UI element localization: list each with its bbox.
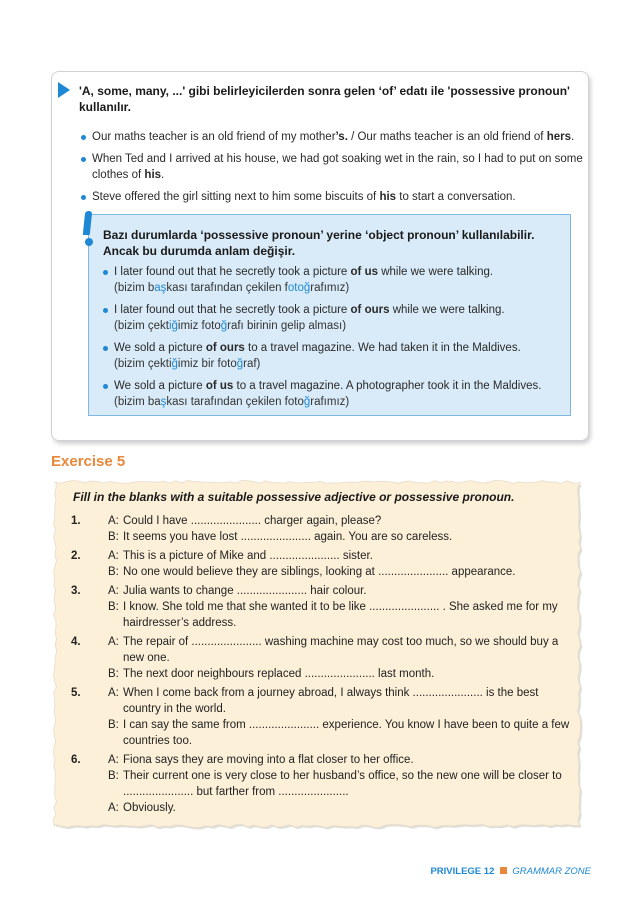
item-number: 4.: [71, 636, 81, 648]
text-run: imiz foto: [177, 320, 221, 332]
bold-text: of ours: [205, 342, 245, 354]
item-number: 2.: [71, 550, 81, 562]
text-run: rafı birinin gelip alması): [227, 320, 347, 332]
exercise-items: [71, 513, 571, 819]
orange-square-icon: [500, 867, 507, 874]
text-run: kası tarafından çekilen foto: [166, 396, 304, 408]
example-item: [80, 151, 585, 183]
exclamation-icon: [81, 211, 95, 247]
dialogue-text: This is a picture of Mike and ...................... sister.: [123, 550, 373, 562]
dialogue-line: [88, 685, 571, 717]
highlight-text: aş: [154, 282, 167, 294]
text-run: I later found out that he secretly took a picture: [114, 304, 351, 316]
note-example-item: [102, 378, 562, 410]
text-run: (bizim ba: [114, 396, 161, 408]
turkish-translation: [114, 280, 562, 296]
speaker-label: A:: [108, 687, 119, 699]
speaker-label: B:: [108, 668, 119, 680]
dialogue-text: Could I have ...................... charger again, please?: [123, 515, 382, 527]
note-example-item: [102, 264, 562, 296]
speaker-label: A:: [108, 636, 119, 648]
bold-text: of ours: [350, 304, 390, 316]
dialogue-text: No one would believe they are siblings, looking at ...................... appearance.: [123, 566, 516, 578]
highlight-text: ğ: [220, 320, 228, 332]
speaker-label: B:: [108, 531, 119, 543]
item-number: 1.: [71, 515, 81, 527]
dialogue-line: [88, 666, 571, 682]
text-run: imiz bir foto: [177, 358, 237, 370]
dialogue-line: [88, 599, 571, 631]
exercise-item: [71, 634, 571, 682]
text-run: I later found out that he secretly took a picture: [114, 266, 351, 278]
text-run: kası tarafından çekilen f: [166, 282, 288, 294]
text-run: rafımız): [310, 282, 350, 294]
note-example-item: [102, 340, 562, 372]
highlight-text: iğ: [168, 320, 178, 332]
example-item: [80, 129, 585, 145]
text-run: We sold a picture: [114, 342, 206, 354]
exercise-item: [71, 583, 571, 631]
dialogue-line: [88, 564, 571, 580]
exercise-instruction: Fill in the blanks with a suitable possessive adjective or possessive pronoun.: [73, 490, 515, 504]
exercise-item: [71, 548, 571, 580]
dialogue-line: [88, 752, 571, 768]
highlight-text: ğ: [303, 396, 311, 408]
text-run: (bizim çekt: [114, 320, 169, 332]
note-box: [88, 214, 571, 416]
speaker-label: B:: [108, 566, 119, 578]
exercise-heading: Exercise 5: [51, 453, 126, 470]
dialogue-text: It seems you have lost ...................... again. You are so careless.: [123, 531, 453, 543]
exercise-item: [71, 685, 571, 749]
example-item: [80, 189, 585, 205]
speaker-label: B:: [108, 770, 119, 782]
note-example-list: [102, 264, 562, 416]
text-run: to start a conversation.: [396, 191, 516, 203]
speaker-label: B:: [108, 719, 119, 731]
turkish-translation: [114, 394, 562, 410]
item-number: 5.: [71, 687, 81, 699]
example-list: [80, 129, 585, 211]
speaker-label: A:: [108, 550, 119, 562]
note-example-item: [102, 302, 562, 334]
play-arrow-icon: [58, 82, 70, 98]
text-run: We sold a picture: [114, 380, 206, 392]
text-run: When Ted and I arrived at his house, we had got soaking wet in the rain, so I had to put on some clothes of: [92, 153, 583, 181]
highlight-text: ş: [160, 396, 167, 408]
footer-brand: PRIVILEGE 12: [430, 866, 495, 877]
dialogue-text: Their current one is very close to her husband’s office, so the new one will be closer to ...................... but farther from ......................: [123, 770, 562, 798]
item-number: 3.: [71, 585, 81, 597]
bold-text: his: [144, 169, 162, 181]
dialogue-text: Julia wants to change ...................... hair colour.: [123, 585, 367, 597]
text-run: to a travel magazine. We had taken it in the Maldives.: [244, 342, 521, 354]
bold-text: of us: [205, 380, 234, 392]
dialogue-text: I can say the same from ...................... experience. You know I have been to quite a few countries too.: [123, 719, 570, 747]
highlight-text: ğ: [171, 358, 178, 370]
text-run: (bizim b: [114, 282, 155, 294]
dialogue-text: Fiona says they are moving into a flat closer to her office.: [123, 754, 414, 766]
bold-text: his: [379, 191, 397, 203]
grammar-rule-box: [51, 71, 589, 441]
rule-text: 'A, some, many, ...' gibi belirleyicilerden sonra gelen ‘of’ edatı ile 'possessive pronoun' kullanılır.: [79, 84, 570, 114]
highlight-text: ğ: [236, 358, 244, 370]
exercise-box: [51, 478, 583, 830]
dialogue-line: [88, 548, 571, 564]
exercise-item: [71, 752, 571, 816]
bold-text: of us: [350, 266, 379, 278]
text-run: while we were talking.: [389, 304, 505, 316]
text-run: Steve offered the girl sitting next to him some biscuits of: [92, 191, 380, 203]
speaker-label: A:: [108, 515, 119, 527]
bold-text: hers: [546, 131, 571, 143]
text-run: while we were talking.: [378, 266, 494, 278]
turkish-translation: [114, 356, 562, 372]
dialogue-text: When I come back from a journey abroad, I always think ...................... is the best country in the world.: [123, 687, 539, 715]
text-run: .: [161, 169, 165, 181]
dialogue-line: [88, 529, 571, 545]
speaker-label: A:: [108, 585, 119, 597]
dialogue-line: [88, 717, 571, 749]
text-run: .: [570, 131, 575, 143]
exercise-item: [71, 513, 571, 545]
note-title: Bazı durumlarda ‘possessive pronoun’ yerine ‘object pronoun’ kullanılabilir. Ancak bu durumda anlam değişir.: [103, 228, 535, 258]
page-footer: [430, 866, 591, 877]
highlight-text: otoğ: [287, 282, 311, 294]
dialogue-line: [88, 800, 571, 816]
dialogue-text: Obviously.: [123, 802, 176, 814]
text-run: rafımız): [310, 396, 350, 408]
footer-section: GRAMMAR ZONE: [512, 866, 591, 877]
dialogue-line: [88, 513, 571, 529]
turkish-translation: [114, 318, 562, 334]
text-run: to a travel magazine. A photographer took it in the Maldives.: [233, 380, 542, 392]
item-number: 6.: [71, 754, 81, 766]
text-run: raf): [243, 358, 261, 370]
dialogue-text: I know. She told me that she wanted it to be like ...................... . She asked me for my hairdresser’s address.: [123, 601, 558, 629]
dialogue-line: [88, 634, 571, 666]
dialogue-text: The repair of ...................... washing machine may cost too much, so we should buy a new one.: [123, 636, 559, 664]
dialogue-text: The next door neighbours replaced ...................... last month.: [123, 668, 435, 680]
speaker-label: A:: [108, 802, 119, 814]
speaker-label: B:: [108, 601, 119, 613]
bold-text: ’s.: [335, 131, 348, 143]
text-run: Our maths teacher is an old friend of my mother: [92, 131, 336, 143]
speaker-label: A:: [108, 754, 119, 766]
dialogue-line: [88, 583, 571, 599]
text-run: / Our maths teacher is an old friend of: [347, 131, 547, 143]
dialogue-line: [88, 768, 571, 800]
text-run: (bizim çekti: [114, 358, 172, 370]
